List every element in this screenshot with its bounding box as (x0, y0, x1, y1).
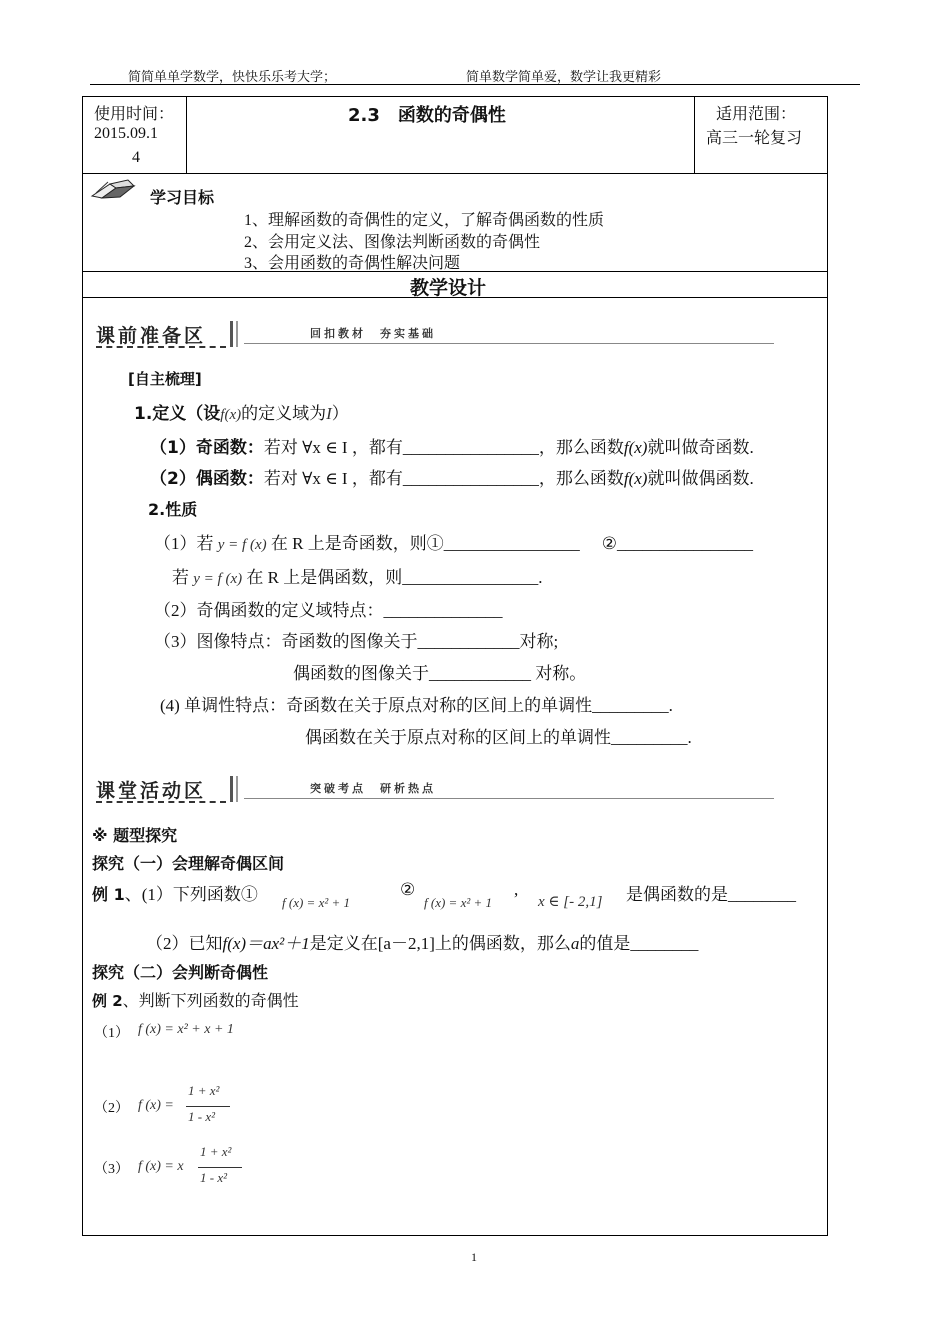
property-1-odd: （1）若 y = f (x) 在 R 上是奇函数，则①________________ ②________________ (154, 534, 753, 553)
table-top-border (82, 96, 828, 97)
question-3-fraction: 1 + x² 1 - x² (198, 1144, 244, 1190)
objective-item: 3、会用函数的奇偶性解决问题 (244, 255, 461, 272)
date-line2: 4 (132, 149, 140, 166)
property-1-even: 若 y = f (x) 在 R 上是偶函数，则________________. (172, 568, 543, 587)
self-review-heading: [自主梳理] (128, 370, 202, 388)
objectives-title: 学习目标 (150, 188, 215, 207)
property-3-odd: （3）图像特点：奇函数的图像关于____________对称; (154, 632, 559, 651)
definition-line: 1.定义（设f(x)的定义域为I） (134, 404, 349, 424)
date-line1: 2015.09.1 (94, 125, 158, 142)
explore-2-title: 探究（二）会判断奇偶性 (92, 963, 269, 982)
time-label: 使用时间： (94, 106, 175, 123)
question-1-expression: f (x) = x² + x + 1 (138, 1022, 234, 1037)
question-2-label: （2） (94, 1101, 129, 1116)
question-types-title: ※ 题型探究 (92, 826, 178, 845)
banner-title: 课前准备区 (96, 325, 207, 347)
odd-function-def: （1）奇函数：若对 ∀x ∈ I ，都有________________，那么函数f(x)就叫做奇函数. (150, 438, 754, 458)
question-2-fraction: 1 + x² 1 - x² (186, 1083, 232, 1129)
section-banner-class (96, 776, 776, 804)
page-number: 1 (471, 1250, 477, 1264)
property-4-odd: (4) 单调性特点：奇函数在关于原点对称的区间上的单调性_________. (160, 696, 673, 715)
objective-item: 1、理解函数的奇偶性的定义，了解奇偶函数的性质 (244, 212, 605, 229)
objective-item: 2、会用定义法、图像法判断函数的奇偶性 (244, 234, 541, 251)
explore-1-title: 探究（一）会理解奇偶区间 (92, 854, 285, 873)
header-rule (90, 84, 860, 85)
table-bottom-border (82, 1235, 828, 1236)
banner-title: 课堂活动区 (96, 780, 207, 802)
question-3-label: （3） (94, 1162, 129, 1177)
section-banner-prep (96, 321, 776, 349)
header-left: 简简单单学数学，快快乐乐考大学； (128, 69, 337, 84)
example-2-intro: 例 2、判断下列函数的奇偶性 (92, 992, 299, 1010)
book-icon (90, 176, 142, 200)
property-2: （2）奇偶函数的定义域特点：______________ (154, 601, 503, 620)
design-title: 教学设计 (410, 277, 487, 299)
banner-subtitle: 回扣教材 夯实基础 (310, 327, 436, 340)
example-1-circle-2: ② (400, 880, 416, 899)
example-1-part-2: （2）已知f(x)＝ax²＋1是定义在[a－2,1]上的偶函数，那么a的值是________ (146, 934, 699, 953)
question-3-lhs: f (x) = x (138, 1159, 184, 1174)
banner-subtitle: 突破考点 研析热点 (310, 782, 436, 795)
example-1-domain: x ∈ [- 2,1] (538, 894, 603, 910)
question-2-lhs: f (x) = (138, 1098, 174, 1113)
example-1-function-2: f (x) = x² + 1 (424, 895, 493, 910)
example-1-part-1: 例 1、(1）下列函数① (92, 885, 258, 904)
example-1-function-1: f (x) = x² + 1 (282, 895, 351, 910)
properties-title: 2.性质 (148, 500, 198, 519)
scope-label: 适用范围： (716, 106, 797, 123)
even-function-def: （2）偶函数：若对 ∀x ∈ I ，都有________________，那么函数f(x)就叫做偶函数. (150, 469, 754, 489)
property-3-even: 偶函数的图像关于____________ 对称。 (293, 664, 587, 683)
header-right: 简单数学简单爱，数学让我更精彩 (466, 69, 662, 84)
question-1-label: （1） (94, 1026, 129, 1041)
scope-value: 高三一轮复习 (706, 130, 803, 147)
lesson-title: 2.3 函数的奇偶性 (348, 105, 506, 126)
property-4-even: 偶函数在关于原点对称的区间上的单调性_________. (305, 728, 692, 747)
example-1-tail: 是偶函数的是________ (626, 885, 796, 904)
